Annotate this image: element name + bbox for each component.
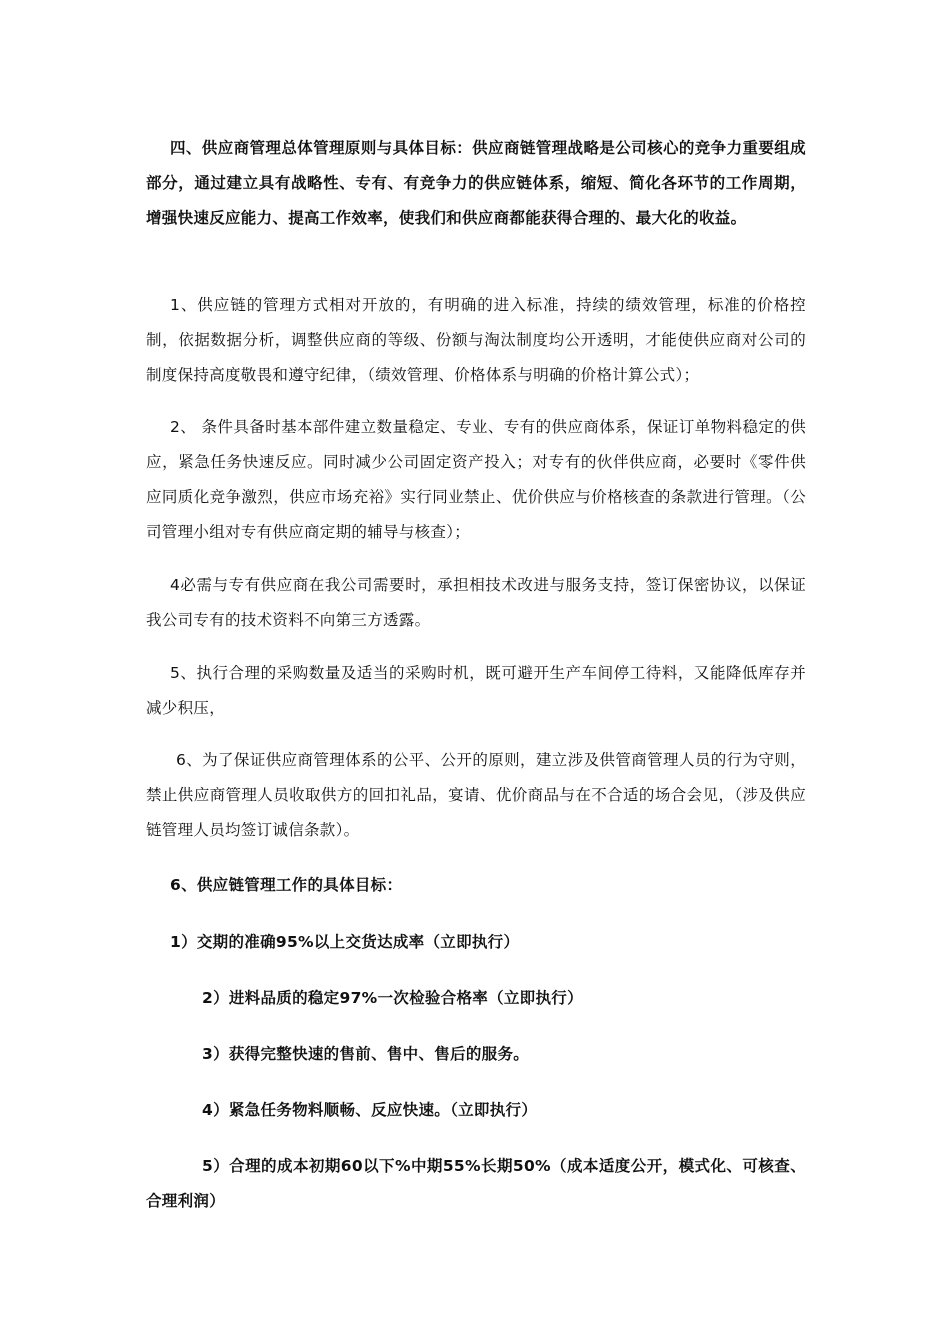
paragraph-item-6: 6、为了保证供应商管理体系的公平、公开的原则，建立涉及供管商管理人员的行为守则，禁止供应商管理人员收取供方的回扣礼品，宴请、优价商品与在不合适的场合会见，（涉及供应链管理人员均签订诚信条款）。	[146, 751, 806, 839]
paragraph-item-2: 2、 条件具备时基本部件建立数量稳定、专业、专有的供应商体系，保证订单物料稳定的供应，紧急任务快速反应。同时减少公司固定资产投入；对专有的伙伴供应商，必要时《零件供应同质化竞争激烈，供应市场充裕》实行同业禁止、优价供应与价格核查的条款进行管理。（公司管理小组对专有供应商定期的辅导与核查）；	[146, 418, 806, 541]
goal-item-1: 1）交期的准确95%以上交货达成率（立即执行）	[170, 933, 520, 951]
goal-item-5: 5）合理的成本初期60以下%中期55%长期50%（成本适度公开，模式化、可核查、合理利润）	[146, 1157, 806, 1210]
paragraph-item-5: 5、执行合理的采购数量及适当的采购时机，既可避开生产车间停工待料，又能降低库存并减少积压，	[146, 664, 806, 717]
paragraph-item-4: 4必需与专有供应商在我公司需要时，承担相技术改进与服务支持，签订保密协议，以保证我公司专有的技术资料不向第三方透露。	[146, 576, 806, 629]
goals-title: 6、供应链管理工作的具体目标：	[170, 876, 403, 894]
goal-item-3: 3）获得完整快速的售前、售中、售后的服务。	[202, 1045, 530, 1063]
heading-paragraph: 四、供应商管理总体管理原则与具体目标：供应商链管理战略是公司核心的竞争力重要组成部分，通过建立具有战略性、专有、有竞争力的供应链体系，缩短、简化各环节的工作周期，增强快速反应能力、提高工作效率，使我们和供应商都能获得合理的、最大化的收益。	[146, 139, 806, 227]
paragraph-item-1: 1、供应链的管理方式相对开放的，有明确的进入标准，持续的绩效管理，标准的价格控制，依据数据分析，调整供应商的等级、份额与淘汰制度均公开透明，才能使供应商对公司的制度保持高度敬畏和遵守纪律，（绩效管理、价格体系与明确的价格计算公式）；	[146, 296, 806, 384]
goal-item-2: 2）进料品质的稳定97%一次检验合格率（立即执行）	[202, 989, 583, 1007]
goal-item-4: 4）紧急任务物料顺畅、反应快速。（立即执行）	[202, 1101, 538, 1119]
